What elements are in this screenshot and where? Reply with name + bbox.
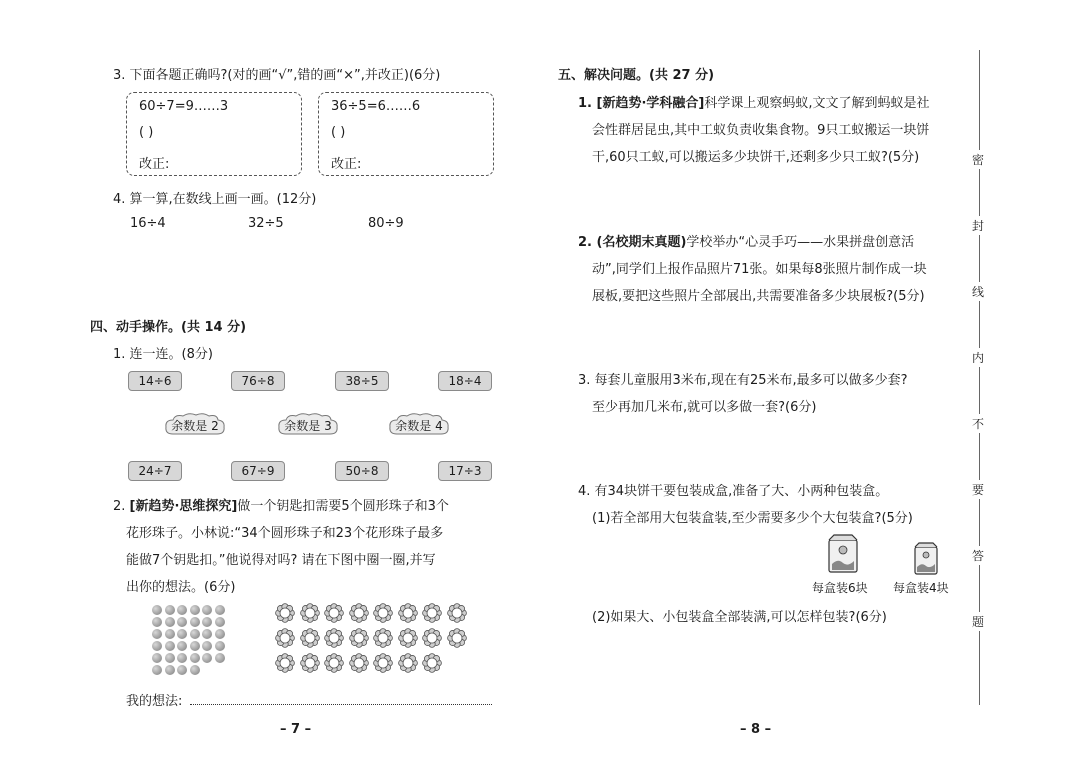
q3-box-1-expr: 60÷7=9……3 — [139, 99, 229, 114]
flower-bead — [398, 603, 418, 623]
round-bead — [152, 665, 162, 675]
small-package-box-icon — [913, 542, 939, 576]
round-bead — [165, 617, 175, 627]
flower-bead — [349, 628, 369, 648]
q3-box-2-judgement[interactable]: ( ) — [331, 125, 346, 140]
s4-q2-tag: [新趋势·思维探究] — [129, 499, 238, 514]
q4-expr-3: 80÷9 — [368, 216, 404, 231]
round-bead — [152, 629, 162, 639]
s5-q2-line-3: 展板,要把这些照片全部展出,共需要准备多少块展板?(5分) — [592, 289, 925, 304]
round-bead — [190, 653, 200, 663]
round-bead — [190, 605, 200, 615]
seal-char-3: 线 — [972, 282, 984, 301]
match-bottom-3[interactable]: 50÷8 — [335, 461, 389, 481]
flower-bead — [349, 603, 369, 623]
s5-q1-text-1: 科学课上观察蚂蚁,文文了解到蚂蚁是社 — [704, 96, 930, 111]
flower-bead — [422, 628, 442, 648]
s4-q2-line-2: 花形珠子。小林说:“34个圆形珠子和23个花形珠子最多 — [126, 526, 444, 541]
round-bead — [177, 629, 187, 639]
seal-char-6: 要 — [972, 480, 984, 499]
flower-bead — [373, 653, 393, 673]
remainder-cloud-3[interactable] — [276, 412, 340, 438]
flower-bead — [398, 653, 418, 673]
s5-q4-sub2: (2)如果大、小包装盒全部装满,可以怎样包装?(6分) — [592, 610, 887, 625]
round-bead — [190, 617, 200, 627]
flower-bead — [349, 653, 369, 673]
round-bead — [202, 617, 212, 627]
match-top-3[interactable]: 38÷5 — [335, 371, 389, 391]
flower-bead — [422, 653, 442, 673]
s5-q1-line-1 — [578, 92, 929, 111]
flower-bead — [398, 628, 418, 648]
remainder-cloud-2-label: 余数是 2 — [171, 419, 219, 433]
s5-q4-title: 4. 有34块饼干要包装成盒,准备了大、小两种包装盒。 — [578, 484, 889, 499]
flower-bead — [300, 628, 320, 648]
round-bead — [165, 641, 175, 651]
s5-q3-line-1: 3. 每套儿童服用3米布,现在有25米布,最多可以做多少套? — [578, 373, 908, 388]
flower-bead — [324, 653, 344, 673]
round-bead — [215, 641, 225, 651]
big-package-box-icon — [826, 534, 860, 574]
small-box-label: 每盒装4块 — [893, 581, 949, 595]
flower-bead — [275, 653, 295, 673]
s5-q1-line-3: 干,60只工蚁,可以搬运多少块饼干,还剩多少只工蚁?(5分) — [592, 150, 920, 165]
round-bead — [202, 605, 212, 615]
remainder-cloud-4[interactable] — [387, 412, 451, 438]
q4-expr-1: 16÷4 — [130, 216, 166, 231]
flower-bead — [300, 653, 320, 673]
seal-char-8: 题 — [972, 612, 984, 631]
q3-box-2-expr: 36÷5=6……6 — [331, 99, 421, 114]
round-bead — [215, 605, 225, 615]
big-box-label: 每盒装6块 — [812, 581, 868, 595]
s5-q4-sub1: (1)若全部用大包装盒装,至少需要多少个大包装盒?(5分) — [592, 511, 913, 526]
seal-char-7: 答 — [972, 546, 984, 565]
round-bead — [190, 665, 200, 675]
flower-bead — [422, 603, 442, 623]
flower-bead — [373, 628, 393, 648]
round-bead — [165, 605, 175, 615]
q3-box-1-fix[interactable]: 改正: — [139, 157, 170, 172]
flower-bead — [324, 603, 344, 623]
s4-q2-line-1 — [113, 495, 449, 514]
flower-bead — [324, 628, 344, 648]
s4-q2-number: 2. — [113, 499, 130, 514]
seal-char-1: 密 — [972, 150, 984, 169]
seal-char-4: 内 — [972, 348, 984, 367]
q4-expr-2: 32÷5 — [248, 216, 284, 231]
round-bead — [165, 653, 175, 663]
round-bead — [190, 641, 200, 651]
round-bead — [215, 653, 225, 663]
round-bead — [202, 641, 212, 651]
match-bottom-1[interactable]: 24÷7 — [128, 461, 182, 481]
seal-line — [979, 50, 980, 705]
s4-q1-title: 1. 连一连。(8分) — [113, 347, 213, 362]
match-top-4[interactable]: 18÷4 — [438, 371, 492, 391]
round-bead — [202, 653, 212, 663]
page-number-left: – 7 – — [280, 722, 312, 737]
round-bead — [177, 653, 187, 663]
s5-q2-line-2: 动”,同学们上报作品照片71张。如果每8张照片制作成一块 — [592, 262, 927, 277]
remainder-cloud-4-label: 余数是 4 — [395, 419, 443, 433]
round-bead — [215, 629, 225, 639]
s5-q1-tag: 1. [新趋势·学科融合] — [578, 96, 705, 111]
flower-bead — [447, 628, 467, 648]
round-bead — [152, 605, 162, 615]
page-number-right: – 8 – — [740, 722, 772, 737]
seal-char-5: 不 — [972, 414, 984, 433]
match-top-1[interactable]: 14÷6 — [128, 371, 182, 391]
s5-q3-line-2: 至少再加几米布,就可以多做一套?(6分) — [592, 400, 817, 415]
q3-box-1 — [126, 92, 302, 176]
my-thoughts-label: 我的想法: — [126, 694, 183, 709]
round-bead — [190, 629, 200, 639]
q4-title: 4. 算一算,在数线上画一画。(12分) — [113, 192, 317, 207]
flower-bead — [373, 603, 393, 623]
flower-bead — [275, 628, 295, 648]
flower-bead-grid[interactable] — [275, 603, 475, 678]
seal-char-2: 封 — [972, 216, 984, 235]
section4-title: 四、动手操作。(共 14 分) — [90, 320, 247, 335]
round-bead — [152, 653, 162, 663]
round-bead — [177, 665, 187, 675]
q3-box-2 — [318, 92, 494, 176]
remainder-cloud-3-label: 余数是 3 — [284, 419, 332, 433]
match-bottom-2[interactable]: 67÷9 — [231, 461, 285, 481]
s4-q2-text-1: 做一个钥匙扣需要5个圆形珠子和3个 — [237, 499, 449, 514]
round-bead — [177, 617, 187, 627]
s4-q2-line-4: 出你的想法。(6分) — [126, 580, 236, 595]
s5-q2-tag: 2. (名校期末真题) — [578, 235, 687, 250]
match-bottom-4[interactable]: 17÷3 — [438, 461, 492, 481]
s5-q2-text-1: 学校举办“心灵手巧——水果拼盘创意活 — [686, 235, 915, 250]
match-top-2[interactable]: 76÷8 — [231, 371, 285, 391]
round-bead — [215, 617, 225, 627]
q3-title: 3. 下面各题正确吗?(对的画“√”,错的画“×”,并改正)(6分) — [113, 68, 441, 83]
flower-bead — [447, 603, 467, 623]
round-bead — [202, 629, 212, 639]
round-bead — [165, 665, 175, 675]
round-bead — [152, 617, 162, 627]
flower-bead — [300, 603, 320, 623]
round-bead — [152, 641, 162, 651]
section5-title: 五、解决问题。(共 27 分) — [558, 68, 715, 83]
s4-q2-line-3: 能做7个钥匙扣。”他说得对吗? 请在下图中圈一圈,并写 — [126, 553, 436, 568]
s5-q1-line-2: 会性群居昆虫,其中工蚁负责收集食物。9只工蚁搬运一块饼 — [592, 123, 930, 138]
flower-bead — [275, 603, 295, 623]
q3-box-1-judgement[interactable]: ( ) — [139, 125, 154, 140]
round-bead — [177, 641, 187, 651]
round-bead-grid[interactable] — [152, 605, 242, 677]
round-bead — [165, 629, 175, 639]
q3-box-2-fix[interactable]: 改正: — [331, 157, 362, 172]
s5-q2-line-1 — [578, 231, 914, 250]
round-bead — [177, 605, 187, 615]
remainder-cloud-2[interactable] — [163, 412, 227, 438]
my-thoughts-line[interactable] — [190, 704, 492, 705]
